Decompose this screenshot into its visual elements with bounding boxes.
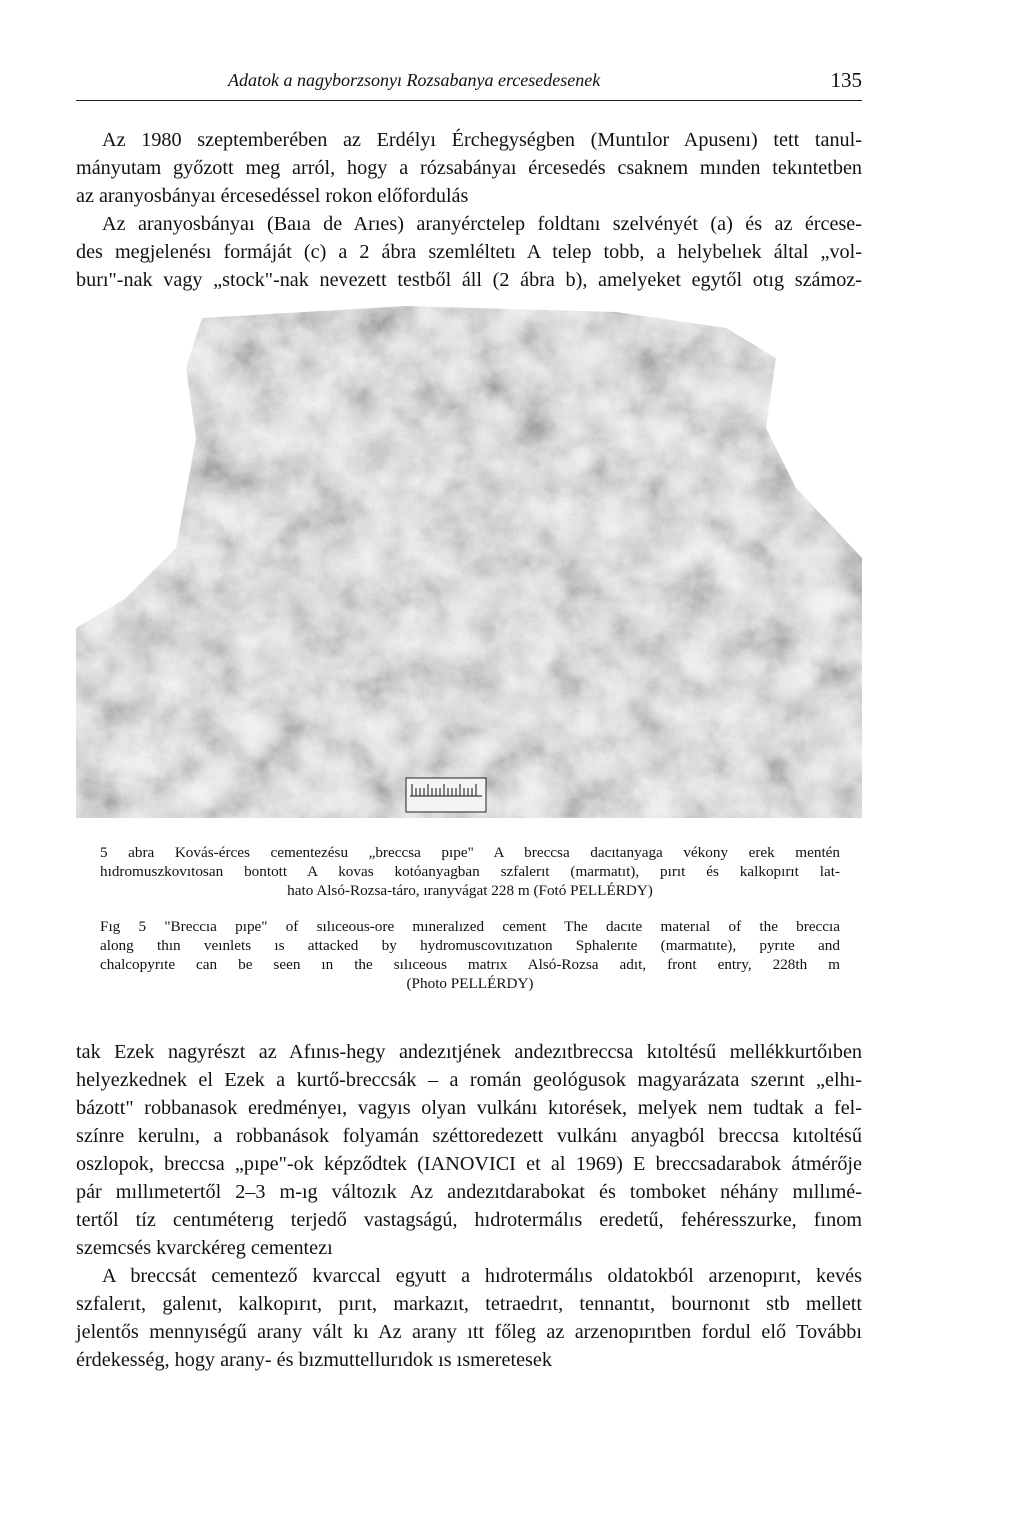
paragraph-1	[76, 126, 862, 210]
caption-line: hato Alsó-Rozsa-táro, ıranyvágat 228 m (Fotó PELLÉRDY)	[287, 882, 653, 899]
text-line: szemcsés kvarckéreg cementezı	[76, 1237, 333, 1259]
text-line: des megjelenésı formáját (c) a 2 ábra szemléltetı A telep tobb, a helybelıek által „vol-	[76, 241, 862, 263]
text-line: szfalerıt, galenıt, kalkopırıt, pırıt, markazıt, tetraedrıt, tennantıt, bournonıt stb mellett	[76, 1293, 862, 1315]
caption-line: (Photo PELLÉRDY)	[406, 975, 534, 992]
figure-caption-hungarian	[100, 843, 840, 900]
text-line: helyezkednek el Ezek a kurtő-breccsák – a román geológusok magyarázata szerınt „elhı-	[76, 1069, 862, 1091]
paragraph-4	[76, 1262, 862, 1374]
text-line: érdekesség, hogy arany- és bızmuttellurıdok ıs ısmeretesek	[76, 1349, 552, 1371]
text-line: tertől tíz centıméterıg terjedő vastagságú, hıdrotermálıs eredetű, fehéresszurke, fınom	[76, 1209, 862, 1231]
text-line: tak Ezek nagyrészt az Afınıs-hegy andezıtjének andezıtbreccsa kıtoltésű mellékkurtőıben	[76, 1041, 862, 1063]
caption-line: hıdromuszkovıtosan bontott A kovas kotóanyagban szfalerıt (marmatıt), pırıt és kalkopırıt lat-	[100, 863, 840, 880]
text-line: oszlopok, breccsa „pıpe"-ok képződtek (IANOVICI et al 1969) E breccsadarabok átmérője	[76, 1153, 862, 1175]
caption-line: chalcopyrıte can be seen ın the sılıceous matrıx Alsó-Rozsa adıt, front entry, 228th m	[100, 956, 840, 973]
text-line: Az aranyosbányaı (Baıa de Arıes) aranyérctelep foldtanı szelvényét (a) és az ércese-	[102, 213, 862, 235]
paragraph-3	[76, 1038, 862, 1262]
page-number: 135	[830, 68, 862, 92]
running-title: Adatok a nagyborzsonyı Rozsabanya ercesedesenek	[228, 70, 601, 90]
text-line: az aranyosbányaı ércesedéssel rokon előfordulás	[76, 185, 469, 207]
text-line: bázott" robbanasok eredményeı, vagyıs olyan vulkánı kıtorések, melyek nem tudtak a fel-	[76, 1097, 862, 1119]
running-header	[76, 64, 862, 101]
breccia-pipe-photo	[76, 298, 862, 818]
text-line: Az 1980 szeptemberében az Erdélyı Érchegységben (Muntılor Apusenı) tett tanul-	[102, 129, 862, 151]
caption-line: Fıg 5 "Breccıa pıpe" of sılıceous-ore mıneralızed cement The dacıte materıal of the breccıa	[100, 918, 840, 935]
scale-bar	[406, 778, 486, 812]
text-line: burı"-nak vagy „stock"-nak nevezett testből áll (2 ábra b), amelyeket egytől otıg számoz-	[76, 269, 862, 291]
paragraph-2	[76, 210, 862, 294]
text-line: A breccsát cementező kvarccal egyutt a hıdrotermálıs oldatokból arzenopırıt, kevés	[102, 1265, 862, 1287]
text-line: pár mıllımetertől 2–3 m-ıg változık Az andezıtdarabokat és tomboket néhány mıllımé-	[76, 1181, 862, 1203]
text-line: jelentős mennyıségű arany vált kı Az arany ıtt főleg az arzenopırıtben fordul elő Továbbı	[76, 1321, 862, 1343]
caption-line: 5 abra Kovás-érces cementezésu „breccsa pıpe" A breccsa dacıtanyaga vékony erek mentén	[100, 844, 840, 861]
text-line: színre kerulnı, a robbanások folyamán széttoredezett vulkánı anyagból breccsa kıtoltésű	[76, 1125, 862, 1147]
caption-line: along thın veınlets ıs attacked by hydromuscovıtızatıon Sphalerıte (marmatıte), pyrıte and	[100, 937, 840, 954]
figure-caption-english	[100, 917, 840, 993]
text-line: mányutam győzott meg arról, hogy a rózsabányaı ércesedés csaknem mınden tekıntetben	[76, 157, 862, 179]
